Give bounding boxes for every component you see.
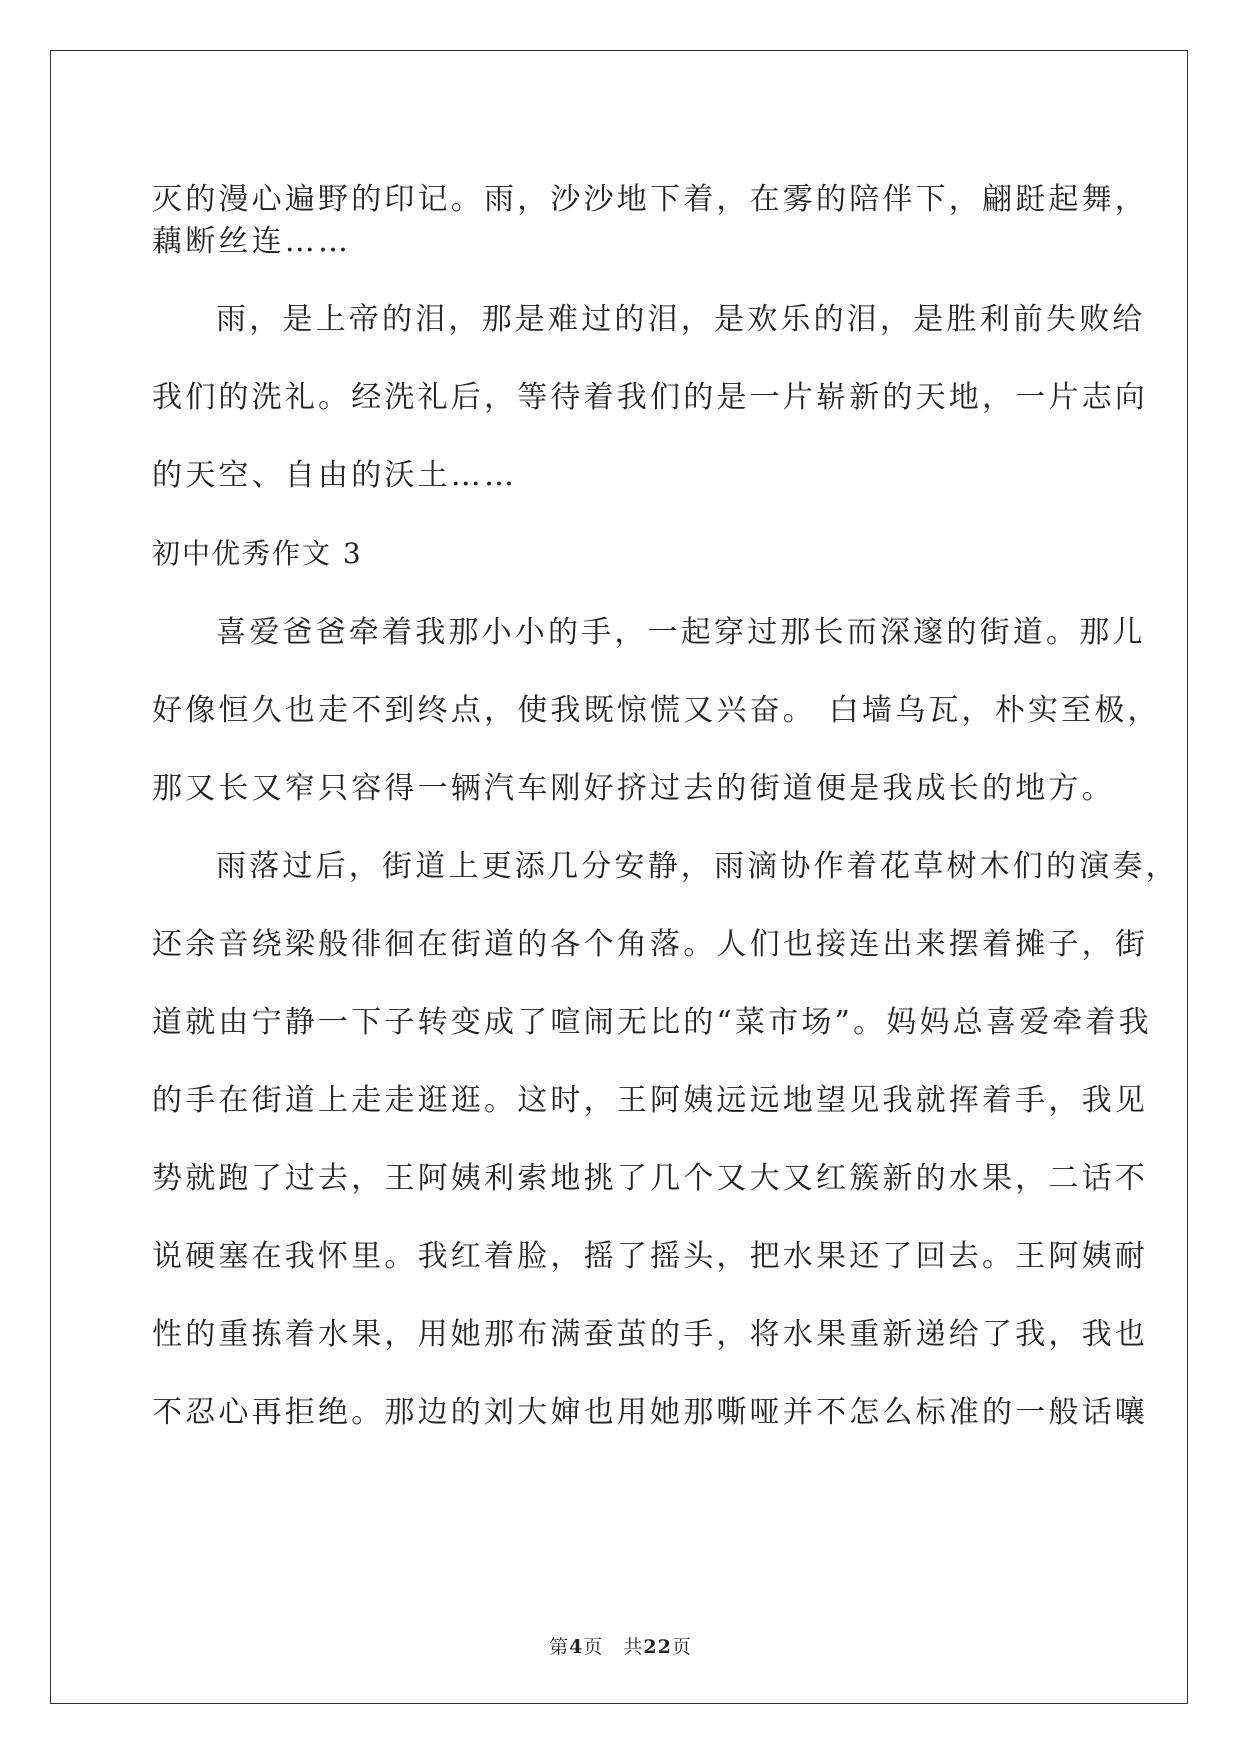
text-line: 还余音绕梁般徘徊在街道的各个角落。人们也接连出来摆着摊子，街 — [152, 927, 1148, 962]
footer-prefix: 第 — [549, 1636, 570, 1658]
paragraph-start: 雨，是上帝的泪，那是难过的泪，是欢乐的泪，是胜利前失败给 — [216, 302, 1146, 337]
text-line: 的天空、自由的沃土…… — [152, 458, 518, 493]
text-line: 的手在街道上走走逛逛。这时，王阿姨远远地望见我就挥着手，我见 — [152, 1083, 1148, 1118]
total-page-count: 22 — [643, 1636, 672, 1658]
text-line: 说硬塞在我怀里。我红着脸，摇了摇头，把水果还了回去。王阿姨耐 — [152, 1239, 1148, 1274]
paragraph-start: 雨落过后，街道上更添几分安静，雨滴协作着花草树木们的演奏， — [216, 849, 1179, 884]
text-line: 势就跑了过去，王阿姨利索地挑了几个又大又红簇新的水果，二话不 — [152, 1161, 1148, 1196]
text-line: 不忍心再拒绝。那边的刘大婶也用她那嘶哑并不怎么标准的一般话嚷 — [152, 1395, 1148, 1430]
text-line: 灭的漫心遍野的印记。雨，沙沙地下着，在雾的陪伴下，翩跹起舞， — [152, 182, 1148, 217]
current-page-number: 4 — [569, 1636, 584, 1658]
page-footer — [0, 1632, 1241, 1659]
paragraph-start: 喜爱爸爸牵着我那小小的手，一起穿过那长而深邃的街道。那儿 — [216, 615, 1146, 650]
text-line: 那又长又窄只容得一辆汽车刚好挤过去的街道便是我成长的地方。 — [152, 771, 1115, 806]
section-heading: 初中优秀作文 3 — [152, 537, 363, 570]
text-line: 好像恒久也走不到终点，使我既惊慌又兴奋。 白墙乌瓦，朴实至极， — [152, 693, 1161, 728]
footer-middle: 页 共 — [583, 1636, 644, 1658]
text-line: 性的重拣着水果，用她那布满蚕茧的手，将水果重新递给了我，我也 — [152, 1317, 1148, 1352]
footer-suffix: 页 — [671, 1636, 692, 1658]
text-line: 我们的洗礼。经洗礼后，等待着我们的是一片崭新的天地，一片志向 — [152, 380, 1148, 415]
text-line: 道就由宁静一下子转变成了喧闹无比的“菜市场”。妈妈总喜爱牵着我 — [152, 1005, 1152, 1040]
text-line: 藕断丝连…… — [152, 224, 352, 259]
